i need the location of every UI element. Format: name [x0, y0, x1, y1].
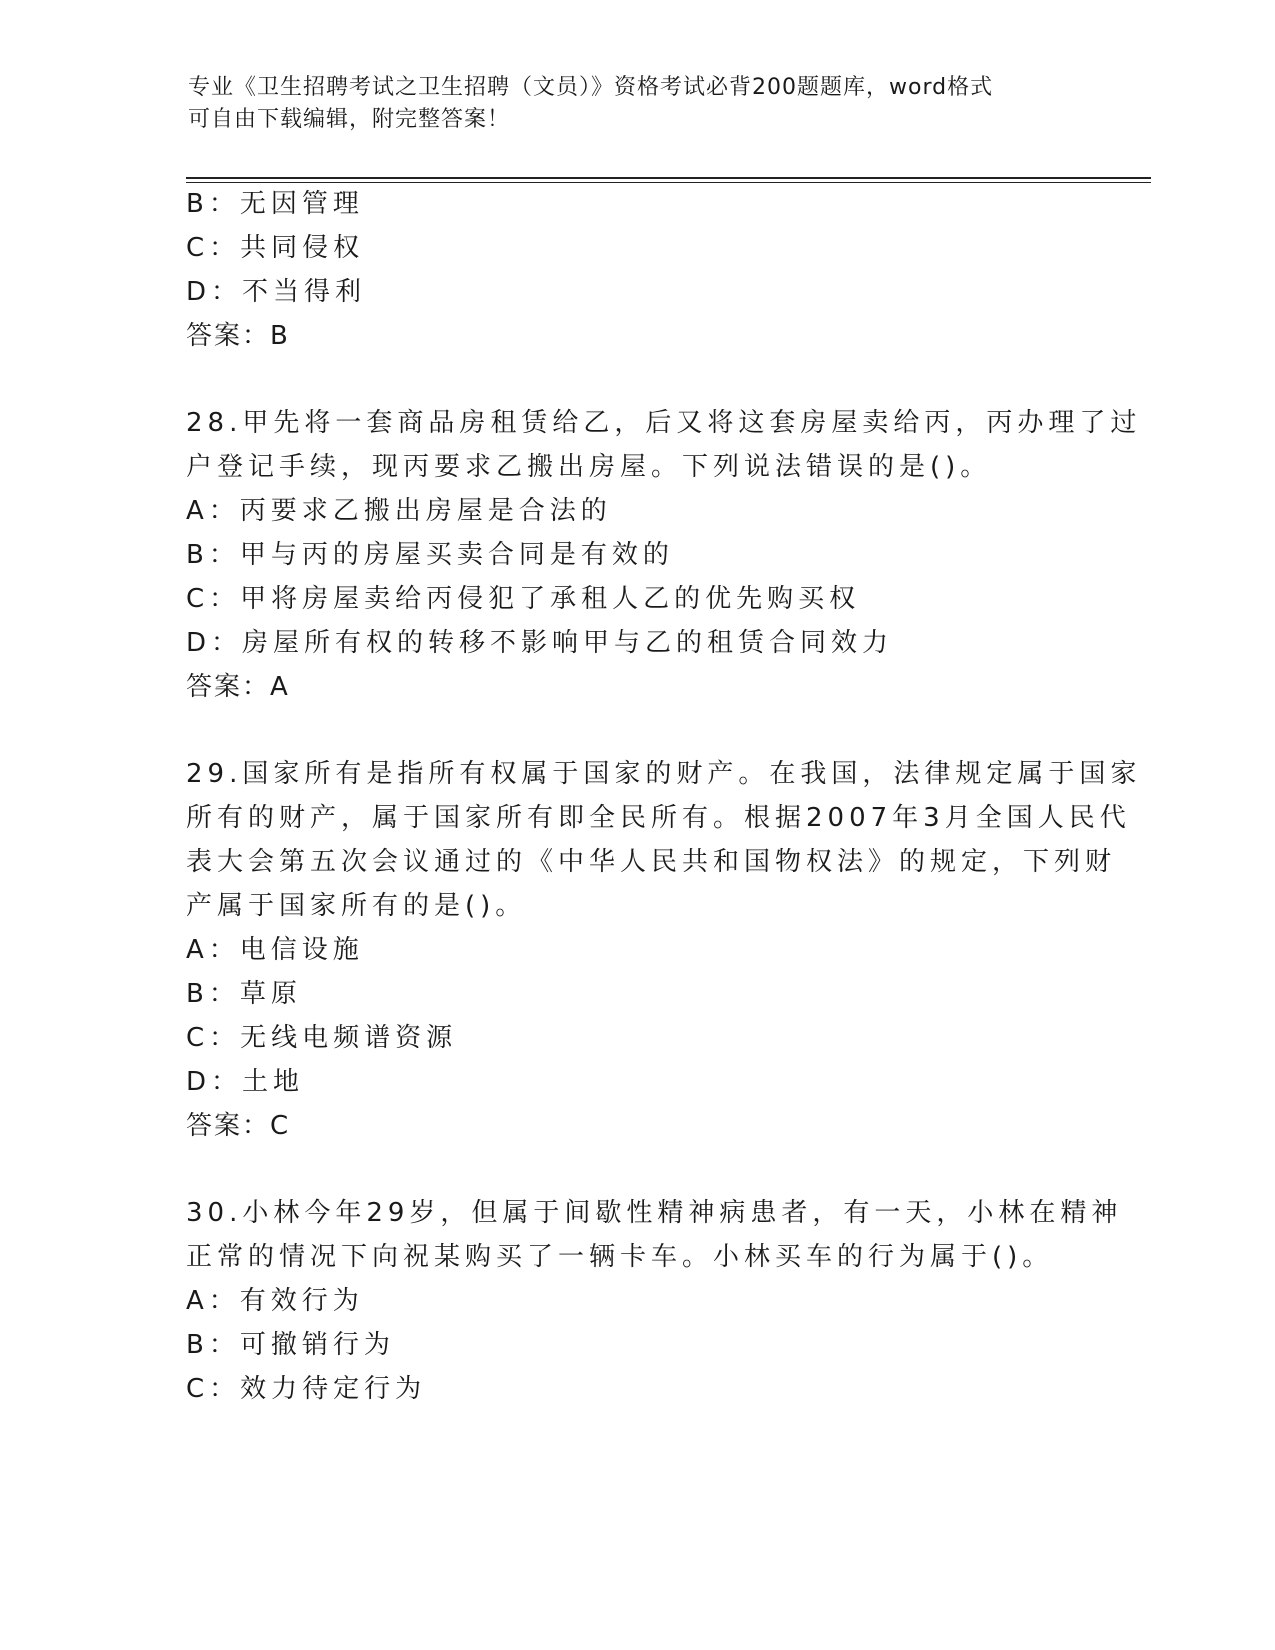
q28-stem-line-1: 28.甲先将一套商品房租赁给乙，后又将这套房屋卖给丙，丙办理了过: [186, 408, 1142, 438]
header-line-1: 专业《卫生招聘考试之卫生招聘（文员）》资格考试必背200题题库，word格式: [188, 75, 994, 100]
q29-option-a: A：电信设施: [186, 935, 364, 965]
q30-option-c: C：效力待定行为: [186, 1374, 427, 1404]
q28-stem-line-2: 户登记手续，现丙要求乙搬出房屋。下列说法错误的是()。: [186, 452, 992, 482]
q28-option-d: D：房屋所有权的转移不影响甲与乙的租赁合同效力: [186, 628, 894, 658]
q28-answer: 答案：A: [186, 672, 290, 702]
q29-answer: 答案：C: [186, 1111, 291, 1141]
q30-stem-line-1: 30.小林今年29岁，但属于间歇性精神病患者，有一天，小林在精神: [186, 1198, 1123, 1228]
q28-option-b: B：甲与丙的房屋买卖合同是有效的: [186, 540, 674, 570]
q27-option-d: D：不当得利: [186, 277, 367, 307]
q29-option-d: D：土地: [186, 1067, 305, 1097]
header-divider-thin: [186, 182, 1151, 183]
q29-stem-line-1: 29.国家所有是指所有权属于国家的财产。在我国，法律规定属于国家: [186, 759, 1142, 789]
q30-option-b: B：可撤销行为: [186, 1330, 395, 1360]
q27-option-b: B：无因管理: [186, 189, 364, 219]
q30-option-a: A：有效行为: [186, 1286, 364, 1316]
header-divider-thick: [186, 177, 1151, 179]
q29-stem-line-2: 所有的财产，属于国家所有即全民所有。根据2007年3月全国人民代: [186, 803, 1131, 833]
header-line-2: 可自由下载编辑，附完整答案！: [188, 107, 511, 132]
q29-stem-line-4: 产属于国家所有的是()。: [186, 891, 527, 921]
q29-option-b: B：草原: [186, 979, 302, 1009]
q30-stem-line-2: 正常的情况下向祝某购买了一辆卡车。小林买车的行为属于()。: [186, 1242, 1054, 1272]
q27-option-c: C：共同侵权: [186, 233, 365, 263]
document-header: [188, 72, 1068, 136]
q28-option-a: A：丙要求乙搬出房屋是合法的: [186, 496, 612, 526]
q27-answer: 答案：B: [186, 321, 290, 351]
q28-option-c: C：甲将房屋卖给丙侵犯了承租人乙的优先购买权: [186, 584, 861, 614]
q29-option-c: C：无线电频谱资源: [186, 1023, 458, 1053]
q29-stem-line-3: 表大会第五次会议通过的《中华人民共和国物权法》的规定，下列财: [186, 847, 1117, 877]
